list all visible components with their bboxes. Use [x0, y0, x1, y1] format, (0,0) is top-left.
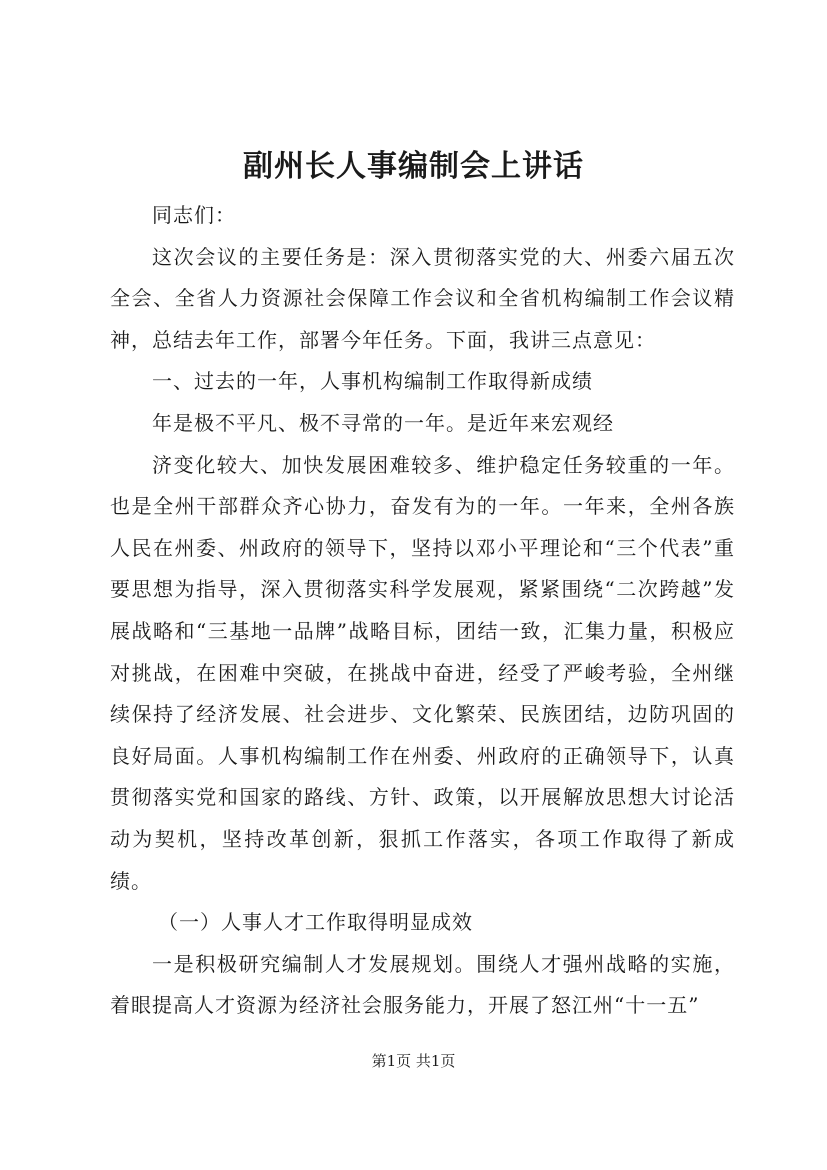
document-body [110, 195, 735, 1027]
document-title: 副州长人事编制会上讲话 [243, 149, 584, 184]
body-paragraph-3: 一是积极研究编制人才发展规划。围绕人才强州战略的实施，着眼提高人才资源为经济社会服务能力，开展了怒江州“十一五” [110, 951, 735, 1018]
body-paragraph-2: 济变化较大、加快发展困难较多、维护稳定任务较重的一年。也是全州干部群众齐心协力，奋发有为的一年。一年来，全州各族人民在州委、州政府的领导下，坚持以邓小平理论和“三个代表”重要思想为指导，深入贯彻落实科学发展观，紧紧围绕“二次跨越”发展战略和“三基地一品牌”战略目标，团结一致，汇集力量，积极应对挑战，在困难中突破，在挑战中奋进，经受了严峻考验，全州继续保持了经济发展、社会进步、文化繁荣、民族团结，边防巩固的良好局面。人事机构编制工作在州委、州政府的正确领导下，认真贯彻落实党和国家的路线、方针、政策，以开展解放思想大讨论活动为契机，坚持改革创新，狠抓工作落实，各项工作取得了新成绩。 [110, 452, 735, 893]
page-footer: 第1页 共1页 [371, 1052, 456, 1070]
body-paragraph-1: 年是极不平凡、极不寻常的一年。是近年来宏观经 [152, 410, 614, 435]
salutation-paragraph: 同志们： [152, 203, 236, 227]
intro-paragraph: 这次会议的主要任务是：深入贯彻落实党的大、州委六届五次全会、全省人力资源社会保障工作会议和全省机构编制工作会议精神，总结去年工作，部署今年任务。下面，我讲三点意见： [110, 244, 735, 352]
section-heading-1: 一、过去的一年，人事机构编制工作取得新成绩 [152, 369, 593, 394]
subsection-heading-1: （一）人事人才工作取得明显成效 [158, 910, 473, 935]
